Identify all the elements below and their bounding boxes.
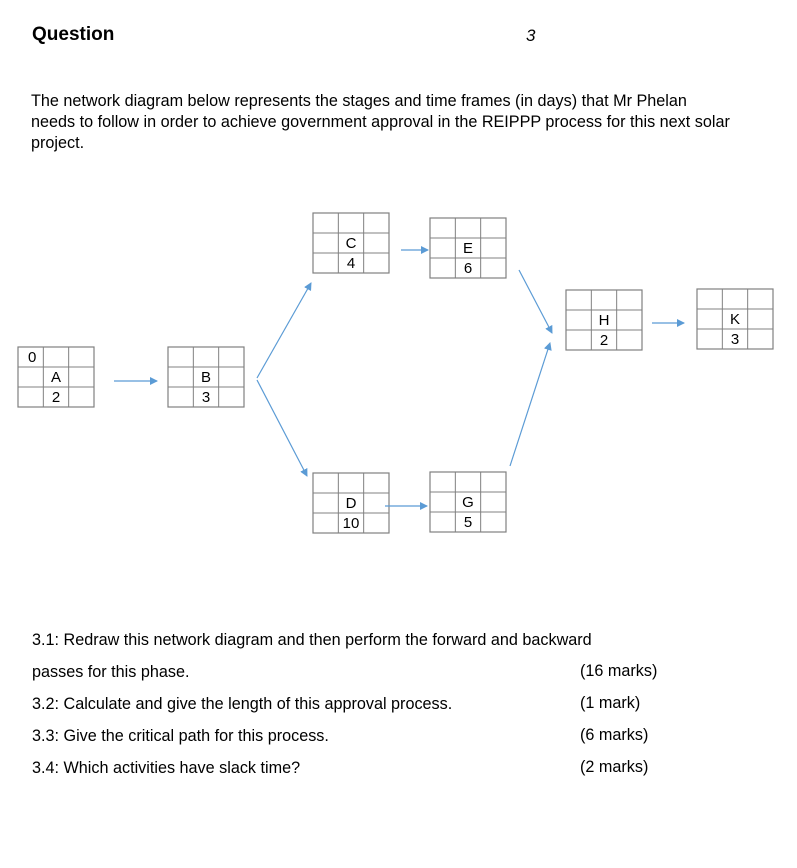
node-a-duration: 2 xyxy=(51,389,61,406)
node-b-name: B xyxy=(200,369,212,386)
node-h-name: H xyxy=(598,312,610,329)
arrow-g-h xyxy=(510,343,550,466)
question-3-2-marks: (1 mark) xyxy=(580,694,641,712)
start-time-label: 0 xyxy=(28,349,37,366)
node-k-name: K xyxy=(729,311,741,328)
arrow-b-c xyxy=(257,283,311,378)
question-title: Question xyxy=(32,24,115,45)
node-k xyxy=(697,289,773,349)
node-h-duration: 2 xyxy=(599,332,609,349)
question-3-4: 3.4: Which activities have slack time? xyxy=(32,759,301,777)
node-h xyxy=(566,290,642,350)
arrow-b-d xyxy=(257,380,307,476)
node-b xyxy=(168,347,244,407)
node-c-name: C xyxy=(345,235,357,252)
node-g xyxy=(430,472,506,532)
question-3-3-marks: (6 marks) xyxy=(580,726,649,744)
node-e-name: E xyxy=(462,240,474,257)
question-number: 3 xyxy=(526,26,536,45)
question-3-3: 3.3: Give the critical path for this process. xyxy=(32,727,329,745)
question-3-1-line-2: passes for this phase. xyxy=(32,663,190,681)
node-e-duration: 6 xyxy=(463,260,473,277)
node-d xyxy=(313,473,389,533)
question-3-2: 3.2: Calculate and give the length of this approval process. xyxy=(32,695,453,713)
node-b-duration: 3 xyxy=(201,389,211,406)
nodes-layer xyxy=(18,213,773,533)
question-3-4-marks: (2 marks) xyxy=(580,758,649,776)
node-k-duration: 3 xyxy=(730,331,740,348)
question-3-1-line-1: 3.1: Redraw this network diagram and then perform the forward and backward xyxy=(32,631,592,649)
node-g-duration: 5 xyxy=(463,514,473,531)
intro-paragraph: The network diagram below represents the stages and time frames (in days) that Mr Phelan needs to follow in order to achieve government approval in the REIPPP process for this next solar project. xyxy=(31,92,730,152)
node-d-duration: 10 xyxy=(342,515,360,532)
node-d-name: D xyxy=(345,495,357,512)
node-g-name: G xyxy=(462,494,474,511)
node-c-duration: 4 xyxy=(346,255,356,272)
node-a-name: A xyxy=(50,369,62,386)
node-c xyxy=(313,213,389,273)
question-3-1-marks: (16 marks) xyxy=(580,662,658,680)
arrow-e-h xyxy=(519,270,552,333)
node-e xyxy=(430,218,506,278)
